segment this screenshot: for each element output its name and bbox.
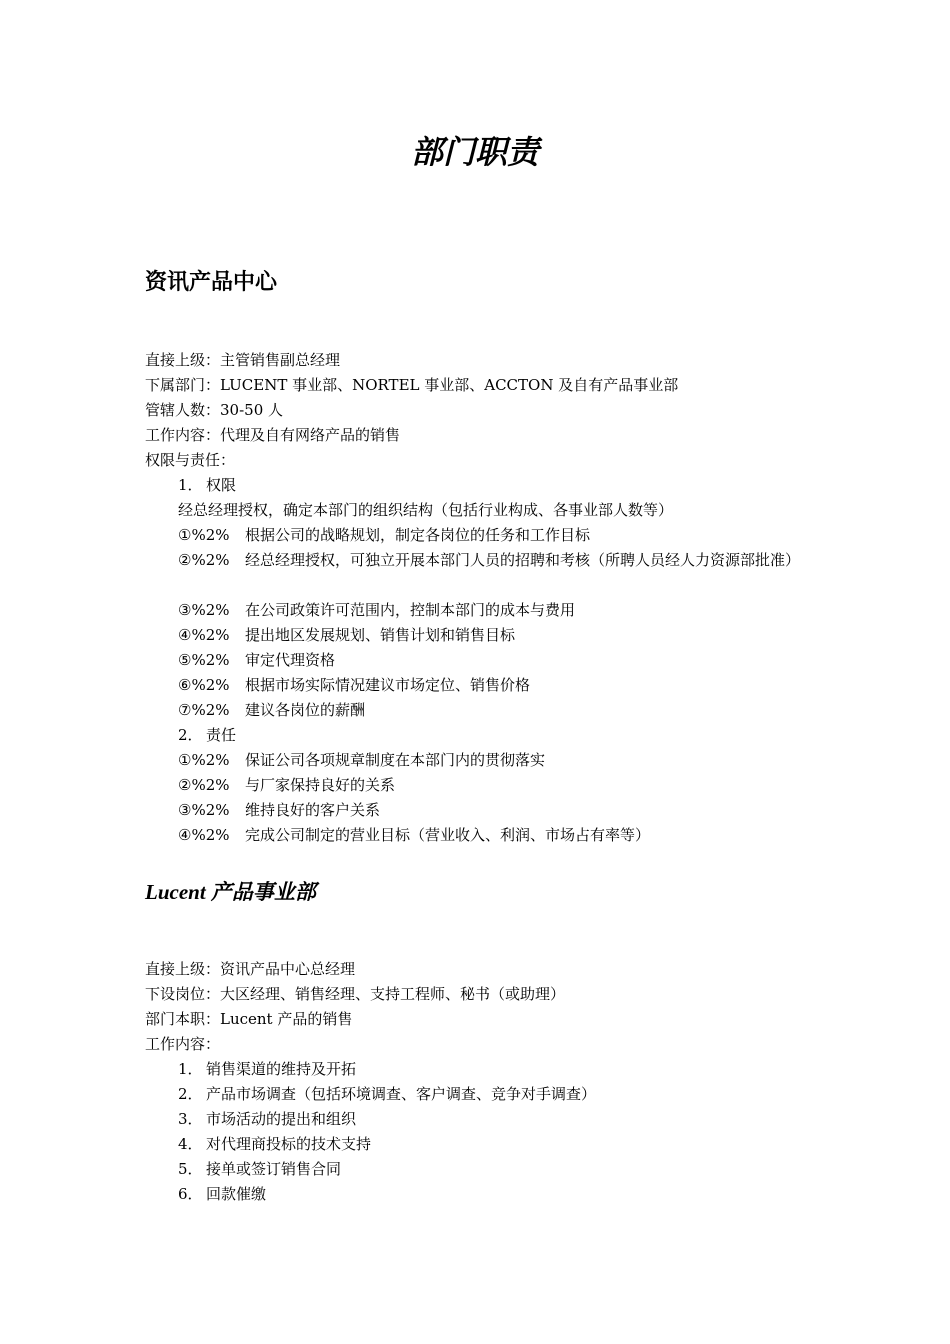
list-item (145, 648, 825, 673)
item-text: 回款催缴 (206, 1185, 267, 1203)
list-item (145, 1082, 825, 1107)
item-number: 3． (178, 1110, 203, 1128)
item-marker: ④%2% (178, 826, 230, 844)
item-number: 1． (178, 1060, 203, 1078)
item-text: 经总经理授权，可独立开展本部门人员的招聘和考核（所聘人员经人力资源部批准） (245, 551, 801, 569)
item-text: 保证公司各项规章制度在本部门内的贯彻落实 (245, 751, 546, 769)
list-item (145, 1107, 825, 1132)
item-number: 4． (178, 1135, 203, 1153)
info-line-department-duty: 部门本职：Lucent 产品的销售 (145, 1010, 353, 1028)
subheading-duties (145, 723, 825, 748)
list-item (145, 698, 825, 723)
item-marker: ②%2% (178, 551, 230, 569)
item-text: 建议各岗位的薪酬 (245, 701, 366, 719)
section1-body (145, 348, 825, 848)
section-heading-info-product-center: 资讯产品中心 (145, 270, 278, 295)
list-item (145, 798, 825, 823)
list-item (145, 1132, 825, 1157)
list-item (145, 1057, 825, 1082)
rights-intro: 经总经理授权，确定本部门的组织结构（包括行业构成、各事业部人数等） (178, 501, 674, 519)
item-text: 市场活动的提出和组织 (206, 1110, 357, 1128)
info-line-positions: 下设岗位：大区经理、销售经理、支持工程师、秘书（或助理） (145, 985, 566, 1003)
item-marker: ⑥%2% (178, 676, 230, 694)
section-heading-lucent-division: Lucent 产品事业部 (145, 880, 316, 904)
list-item (145, 623, 825, 648)
list-item (145, 1182, 825, 1207)
item-number: 6． (178, 1185, 203, 1203)
list-item (145, 1157, 825, 1182)
item-marker: ④%2% (178, 626, 230, 644)
list-item (145, 598, 825, 623)
subheading-label: 责任 (206, 726, 237, 744)
subheading-label: 权限 (206, 476, 237, 494)
item-text: 完成公司制定的营业目标（营业收入、利润、市场占有率等） (245, 826, 651, 844)
info-line-superior: 直接上级：资讯产品中心总经理 (145, 960, 356, 978)
info-line-subordinate-departments: 下属部门：LUCENT 事业部、NORTEL 事业部、ACCTON 及自有产品事业部 (145, 376, 679, 394)
list-item (145, 748, 825, 773)
item-text: 销售渠道的维持及开拓 (206, 1060, 357, 1078)
info-line-rights-duties: 权限与责任： (145, 451, 236, 469)
info-line-work-content: 工作内容：代理及自有网络产品的销售 (145, 426, 401, 444)
item-text: 根据市场实际情况建议市场定位、销售价格 (245, 676, 531, 694)
item-marker: ⑦%2% (178, 701, 230, 719)
item-marker: ①%2% (178, 526, 230, 544)
subheading-rights (145, 473, 825, 498)
item-marker: ③%2% (178, 801, 230, 819)
item-marker: ①%2% (178, 751, 230, 769)
item-marker: ⑤%2% (178, 651, 230, 669)
section2-body (145, 957, 825, 1207)
info-line-superior: 直接上级：主管销售副总经理 (145, 351, 341, 369)
list-item (145, 548, 825, 598)
info-line-work-content: 工作内容： (145, 1035, 221, 1053)
list-item (145, 673, 825, 698)
item-text: 维持良好的客户关系 (245, 801, 381, 819)
item-marker: ③%2% (178, 601, 230, 619)
item-marker: ②%2% (178, 776, 230, 794)
item-number: 5． (178, 1160, 203, 1178)
list-item (145, 773, 825, 798)
list-item (145, 523, 825, 548)
item-text: 在公司政策许可范围内，控制本部门的成本与费用 (245, 601, 576, 619)
item-text: 审定代理资格 (245, 651, 336, 669)
subheading-number: 2． (178, 726, 203, 744)
item-text: 接单或签订销售合同 (206, 1160, 342, 1178)
list-item (145, 823, 825, 848)
document-title: 部门职责 (410, 134, 539, 170)
item-number: 2． (178, 1085, 203, 1103)
info-line-headcount: 管辖人数：30-50 人 (145, 401, 284, 419)
item-text: 对代理商投标的技术支持 (206, 1135, 372, 1153)
item-text: 提出地区发展规划、销售计划和销售目标 (245, 626, 516, 644)
subheading-number: 1． (178, 476, 203, 494)
item-text: 与厂家保持良好的关系 (245, 776, 396, 794)
item-text: 产品市场调查（包括环境调查、客户调查、竞争对手调查） (206, 1085, 597, 1103)
item-text: 根据公司的战略规划，制定各岗位的任务和工作目标 (245, 526, 591, 544)
